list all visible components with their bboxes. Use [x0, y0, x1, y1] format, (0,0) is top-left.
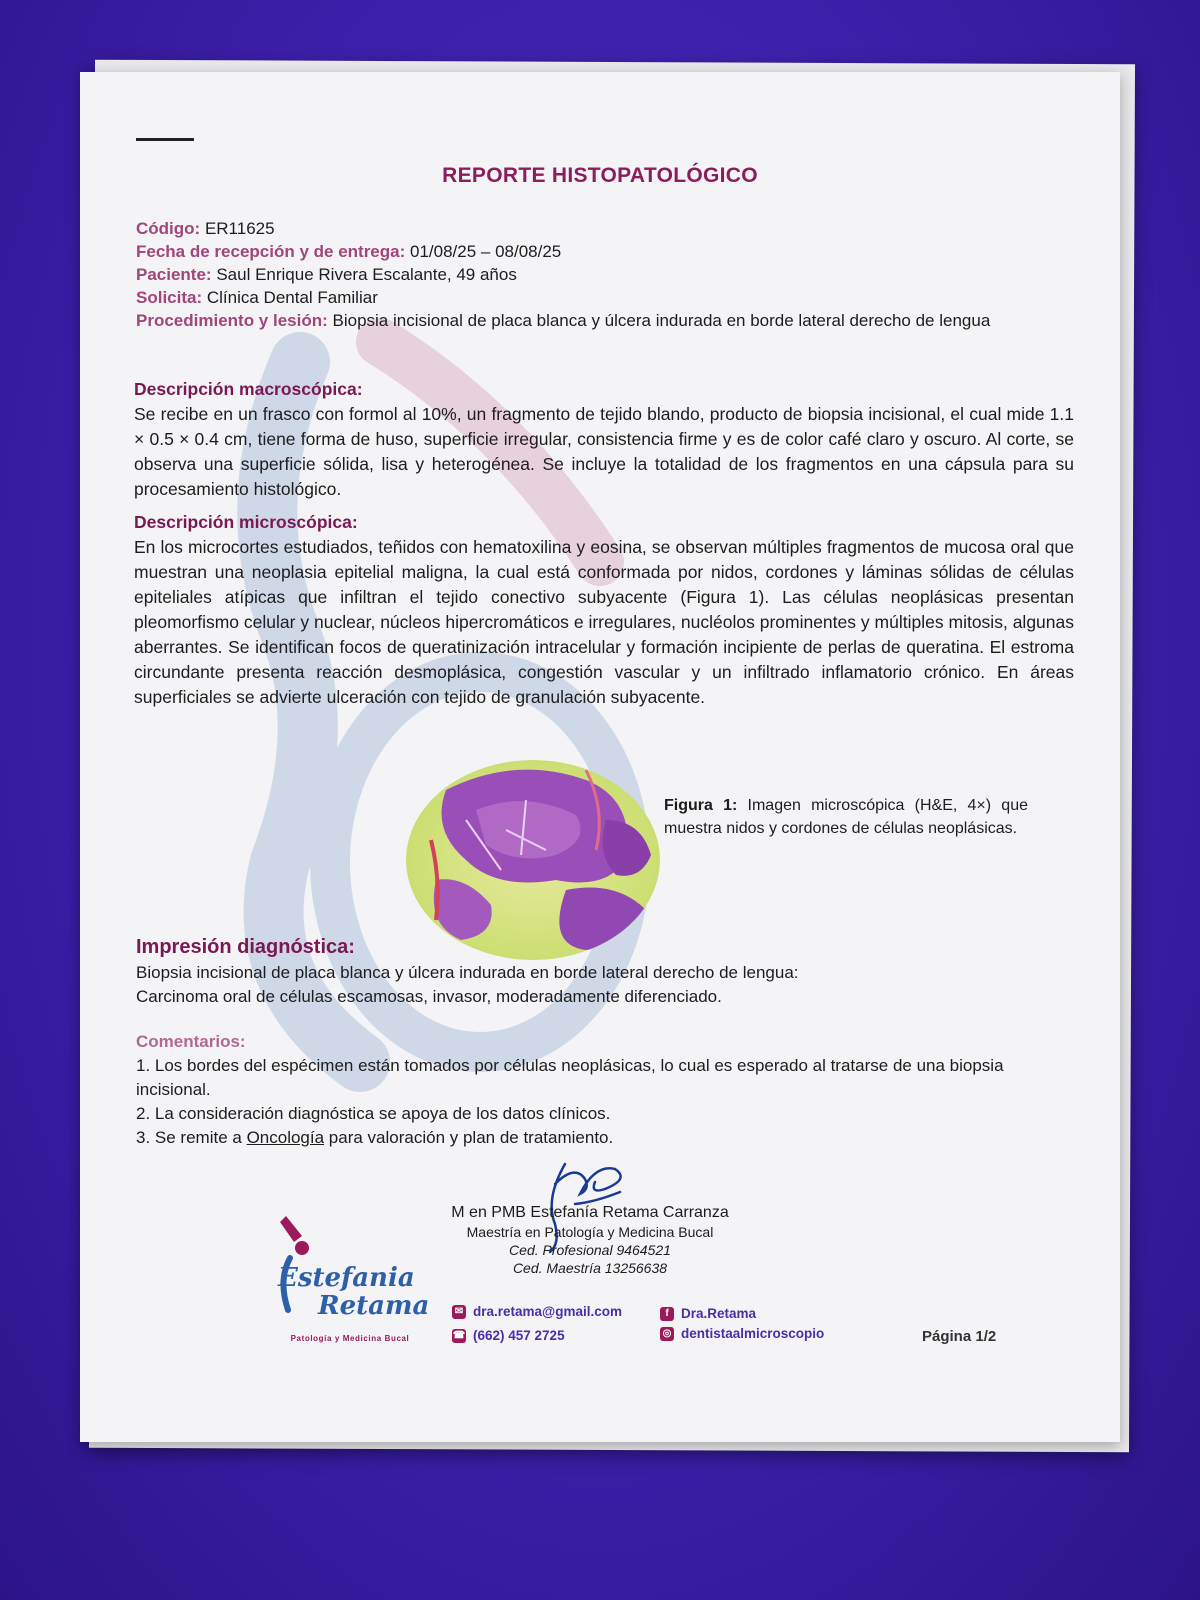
comment-item-3-prefix: 3. Se remite a [136, 1128, 247, 1147]
comment-item-1: 1. Los bordes del espécimen están tomados por células neoplásicas, lo cual es esperado al tratarse de una biopsia incisional. [136, 1056, 1004, 1099]
comments-title: Comentarios: [136, 1032, 246, 1051]
report-page [80, 72, 1120, 1442]
logo-name [278, 1264, 428, 1320]
contact-phone[interactable] [452, 1328, 565, 1343]
paciente-value: Saul Enrique Rivera Escalante, 49 años [216, 265, 517, 284]
diagnosis-section [136, 936, 1076, 1009]
logo-subtitle: Patología y Medicina Bucal [290, 1334, 410, 1343]
logo-name-line-2: Retama [318, 1291, 430, 1321]
instagram-icon: ◎ [660, 1327, 674, 1341]
solicita-label: Solicita: [136, 288, 203, 307]
patient-info [136, 217, 1066, 332]
micro-body: En los microcortes estudiados, teñidos con hematoxilina y eosina, se observan múltiples fragmentos de mucosa oral que muestran una neoplasia epitelial maligna, la cual está conformada por nidos, cordones y láminas sólidas de células epiteliales atípicas que infiltran el tejido conectivo subyacente (Figura 1). Las células neoplásicas presentan pleomorfismo celular y nuclear, núcleos hipercromáticos e irregulares, nucléolos prominentes y múltiples mitosis, algunas aberrantes. Se identifican focos de queratinización intracelular y formación incipiente de perlas de queratina. El estroma circundante presenta reacción desmoplásica, congestión vascular y un infiltrado inflamatorio crónico. En áreas superficiales se advierte ulceración con tejido de granulación subyacente. [134, 537, 1074, 707]
page-number: Página 1/2 [922, 1328, 997, 1345]
fecha-value: 01/08/25 – 08/08/25 [410, 242, 562, 261]
email-text: dra.retama@gmail.com [473, 1304, 622, 1319]
instagram-text: dentistaalmicroscopio [681, 1326, 825, 1341]
facebook-text: Dra.Retama [681, 1306, 757, 1321]
codigo-label: Código: [136, 219, 201, 238]
corner-dash [136, 138, 194, 141]
macro-body: Se recibe en un frasco con formol al 10%, un fragmento de tejido blando, producto de biopsia incisional, el cual mide 1.1 × 0.5 × 0.4 cm, tiene forma de huso, superficie irregular, consistencia firme y es de color café claro y oscuro. Al corte, se observa una superficie sólida, lisa y heterogénea. Se incluye la totalidad de los fragmentos en una cápsula para su procesamiento histológico. [134, 404, 1074, 499]
procedimiento-label: Procedimiento y lesión: [136, 311, 328, 330]
phone-icon: ☎ [452, 1329, 466, 1341]
diagnosis-title: Impresión diagnóstica: [136, 936, 355, 958]
signer-degree: Maestría en Patología y Medicina Bucal [466, 1224, 714, 1240]
micro-title: Descripción microscópica: [134, 512, 358, 532]
comment-item-2: 2. La consideración diagnóstica se apoya de los datos clínicos. [136, 1104, 611, 1123]
comments-section [136, 1030, 1036, 1150]
figure-caption [664, 794, 1028, 840]
solicita-value: Clínica Dental Familiar [206, 288, 378, 307]
signer-name: M en PMB Estefanía Retama Carranza [451, 1204, 729, 1221]
diagnosis-line-1: Biopsia incisional de placa blanca y úlcera indurada en borde lateral derecho de lengua: [136, 963, 799, 982]
contact-facebook[interactable] [660, 1306, 756, 1321]
figure-caption-text: Imagen microscópica (H&E, 4×) que muestra nidos y cordones de células neoplásicas. [664, 797, 1028, 837]
signature-block [380, 1204, 800, 1276]
contact-instagram[interactable] [660, 1326, 824, 1341]
logo-name-line-1: Estefania [278, 1263, 415, 1293]
contact-email[interactable] [452, 1304, 622, 1319]
fecha-label: Fecha de recepción y de entrega: [136, 242, 406, 261]
facebook-icon: f [660, 1307, 674, 1321]
diagnosis-line-2: Carcinoma oral de células escamosas, invasor, moderadamente diferenciado. [136, 987, 722, 1006]
oncologia-link: Oncología [246, 1128, 325, 1147]
envelope-icon: ✉ [452, 1305, 466, 1319]
micro-section [134, 510, 1074, 710]
macro-section [134, 377, 1074, 502]
figure-label: Figura 1: [664, 797, 738, 814]
procedimiento-value: Biopsia incisional de placa blanca y úlcera indurada en borde lateral derecho de lengua [332, 311, 991, 330]
report-title: REPORTE HISTOPATOLÓGICO [442, 164, 758, 187]
comment-item-3-suffix: para valoración y plan de tratamiento. [324, 1128, 614, 1147]
paciente-label: Paciente: [136, 265, 212, 284]
microscopy-image [406, 760, 660, 960]
codigo-value: ER11625 [204, 219, 275, 238]
macro-title: Descripción macroscópica: [134, 379, 363, 399]
signer-ced-prof: Ced. Profesional 9464521 [509, 1242, 671, 1258]
phone-text: (662) 457 2725 [473, 1328, 565, 1343]
signer-ced-maestria: Ced. Maestría 13256638 [512, 1260, 668, 1276]
